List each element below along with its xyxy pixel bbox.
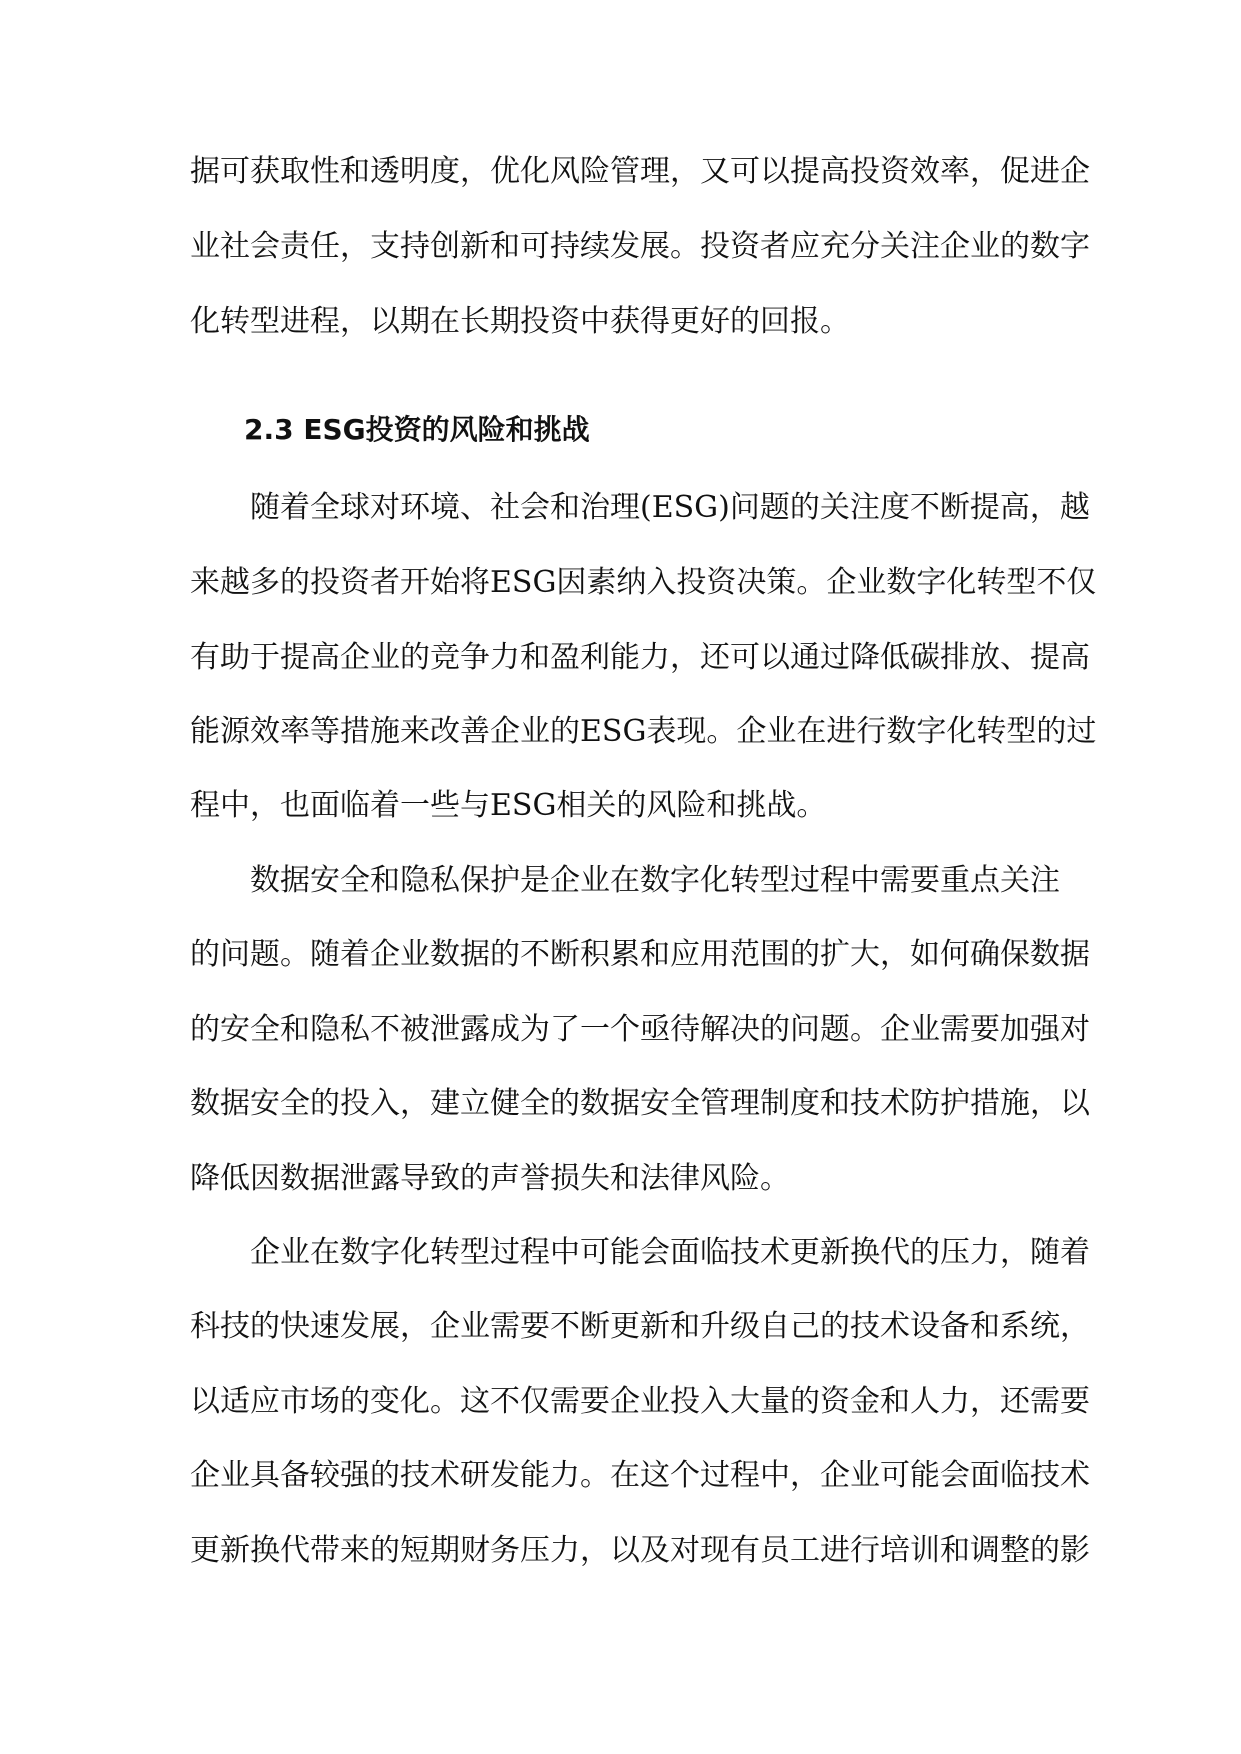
text-line: 的问题。随着企业数据的不断积累和应用范围的扩大，如何确保数据: [190, 937, 1090, 972]
text-line: 更新换代带来的短期财务压力，以及对现有员工进行培训和调整的影: [190, 1533, 1090, 1568]
text-line: 化转型进程，以期在长期投资中获得更好的回报。: [190, 304, 850, 339]
text-line: 企业具备较强的技术研发能力。在这个过程中，企业可能会面临技术: [190, 1458, 1090, 1493]
text-line: 企业在数字化转型过程中可能会面临技术更新换代的压力，随着: [250, 1235, 1090, 1270]
text-line: 随着全球对环境、社会和治理(ESG)问题的关注度不断提高，越: [250, 490, 1090, 525]
text-line: 据可获取性和透明度，优化风险管理，又可以提高投资效率，促进企: [190, 154, 1090, 189]
text-line: 有助于提高企业的竞争力和盈利能力，还可以通过降低碳排放、提高: [190, 640, 1090, 675]
text-line: 的安全和隐私不被泄露成为了一个亟待解决的问题。企业需要加强对: [190, 1012, 1090, 1047]
text-line: 科技的快速发展，企业需要不断更新和升级自己的技术设备和系统，: [190, 1309, 1090, 1344]
section-heading: 2.3 ESG投资的风险和挑战: [244, 413, 590, 446]
text-line: 数据安全的投入，建立健全的数据安全管理制度和技术防护措施，以: [190, 1086, 1090, 1121]
text-line: 来越多的投资者开始将ESG因素纳入投资决策。企业数字化转型不仅: [190, 565, 1097, 600]
text-line: 程中，也面临着一些与ESG相关的风险和挑战。: [190, 788, 827, 823]
text-line: 以适应市场的变化。这不仅需要企业投入大量的资金和人力，还需要: [190, 1384, 1090, 1419]
text-line: 数据安全和隐私保护是企业在数字化转型过程中需要重点关注: [250, 863, 1060, 898]
text-line: 降低因数据泄露导致的声誉损失和法律风险。: [190, 1161, 790, 1196]
text-line: 能源效率等措施来改善企业的ESG表现。企业在进行数字化转型的过: [190, 714, 1097, 749]
text-line: 业社会责任，支持创新和可持续发展。投资者应充分关注企业的数字: [190, 229, 1090, 264]
